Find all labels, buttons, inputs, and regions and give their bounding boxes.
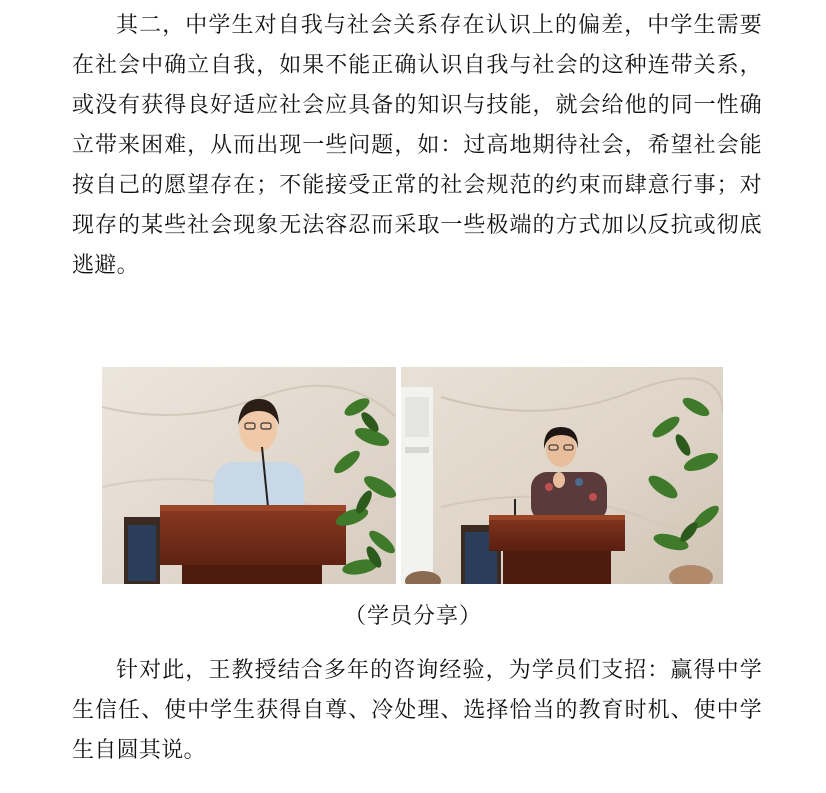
photo-right-illustration — [401, 367, 723, 584]
photo-left-illustration — [102, 367, 396, 584]
paragraph-2: 针对此，王教授结合多年的咨询经验，为学员们支招：赢得中学生信任、使中学生获得自尊、冷处理、选择恰当的教育时机、使中学生自圆其说。 — [72, 658, 762, 763]
photo-student-sharing-right — [401, 367, 723, 584]
photo-caption: （学员分享） — [343, 604, 482, 629]
photo-student-sharing-left — [102, 367, 396, 584]
paragraph-1: 其二，中学生对自我与社会关系存在认识上的偏差，中学生需要在社会中确立自我，如果不能正确认识自我与社会的这种连带关系，或没有获得良好适应社会应具备的知识与技能，就会给他的同一性确立带来困难，从而出现一些问题，如：过高地期待社会，希望社会能按自己的愿望存在；不能接受正常的社会规范的约束而肆意行事；对现存的某些社会现象无法容忍而采取一些极端的方式加以反抗或彻底逃避。 — [72, 13, 762, 278]
